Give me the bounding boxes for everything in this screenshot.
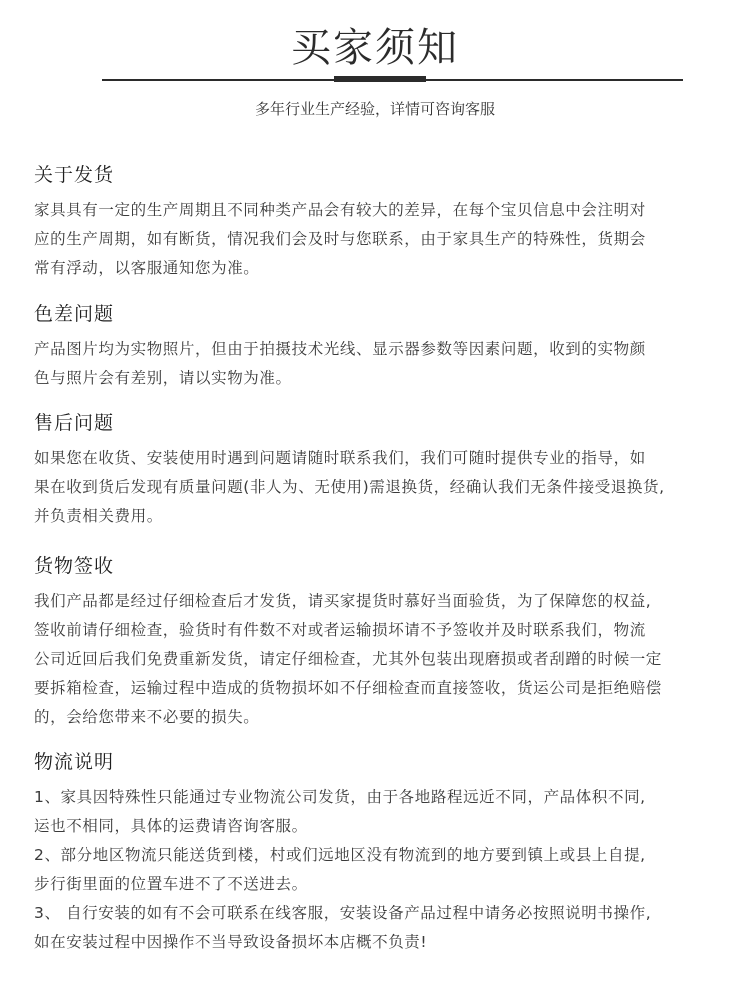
section-shipping (34, 162, 724, 283)
section-body (34, 783, 724, 957)
text-line: 果在收到货后发现有质量问题(非人为、无使用)需退换货，经确认我们无条件接受退换货, (34, 478, 665, 496)
text-line: 我们产品都是经过仔细检查后才发货，请买家提货时慕好当面验货，为了保障您的权益, (34, 592, 652, 610)
text-line: 家具具有一定的生产周期且不同种类产品会有较大的差异，在每个宝贝信息中会注明对 (34, 201, 646, 219)
text-line: 公司近回后我们免费重新发货，请定仔细检查，尤其外包装出现磨损或者刮蹭的时候一定 (34, 650, 662, 668)
text-line: 色与照片会有差别，请以实物为准。 (34, 369, 292, 387)
text-line: 常有浮动，以客服通知您为准。 (34, 259, 260, 277)
section-color-difference (34, 301, 724, 393)
section-after-sales (34, 410, 724, 531)
section-body (34, 444, 724, 531)
section-logistics (34, 749, 724, 957)
section-heading: 货物签收 (34, 555, 115, 577)
section-body (34, 196, 724, 283)
text-line: 产品图片均为实物照片，但由于拍摄技术光线、显示器参数等因素问题，收到的实物颜 (34, 340, 646, 358)
page-subtitle: 多年行业生产经验，详情可咨询客服 (254, 100, 495, 118)
section-heading: 关于发货 (34, 164, 115, 186)
text-line: 步行街里面的位置车进不了不送进去。 (34, 875, 308, 893)
section-body (34, 587, 724, 732)
text-line: 3、 自行安装的如有不会可联系在线客服，安装设备产品过程中请务必按照说明书操作, (34, 904, 652, 922)
text-line: 并负责相关费用。 (34, 507, 163, 525)
text-line: 签收前请仔细检查，验货时有件数不对或者运输损坏请不予签收并及时联系我们，物流 (34, 621, 646, 639)
text-line: 2、部分地区物流只能送货到楼，村或们远地区没有物流到的地方要到镇上或县上自提, (34, 846, 646, 864)
section-heading: 售后问题 (34, 412, 115, 434)
text-line: 应的生产周期，如有断货，情况我们会及时与您联系，由于家具生产的特殊性，货期会 (34, 230, 646, 248)
section-receipt (34, 553, 724, 732)
text-line: 要拆箱检查，运输过程中造成的货物损坏如不仔细检查而直接签收，货运公司是拒绝赔偿 (34, 679, 662, 697)
text-line: 运也不相同，具体的运费请咨询客服。 (34, 817, 308, 835)
text-line: 如果您在收货、安装使用时遇到问题请随时联系我们，我们可随时提供专业的指导，如 (34, 449, 646, 467)
page-title: 买家须知 (291, 25, 459, 71)
text-line: 如在安装过程中因操作不当导致设备损坏本店概不负责! (34, 933, 428, 951)
text-line: 1、家具因特殊性只能通过专业物流公司发货，由于各地路程远近不同，产品体积不同, (34, 788, 646, 806)
section-heading: 色差问题 (34, 303, 115, 325)
title-accent-bar (334, 76, 426, 82)
section-body (34, 335, 724, 393)
section-heading: 物流说明 (34, 751, 115, 773)
text-line: 的，会给您带来不必要的损失。 (34, 708, 260, 726)
